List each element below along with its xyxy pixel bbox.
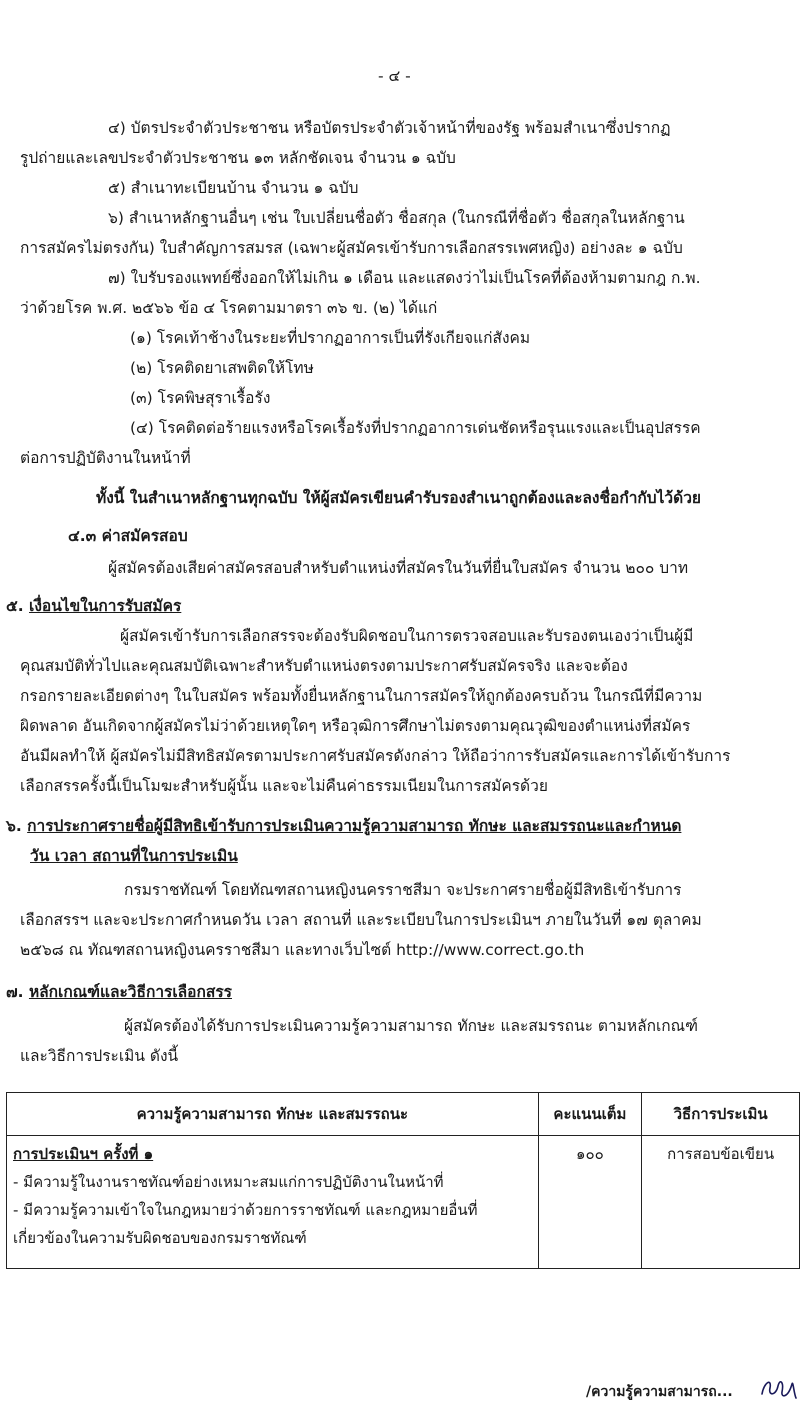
fee-heading: ๔.๓ ค่าสมัครสอบ [68, 527, 188, 545]
section7-line: ผู้สมัครต้องได้รับการประเมินความรู้ความสามารถ ทักษะ และสมรรถนะ ตามหลักเกณฑ์ [124, 1017, 698, 1035]
section5-heading [6, 596, 181, 616]
section5-line: ผิดพลาด อันเกิดจากผู้สมัครไม่ว่าด้วยเหตุใดๆ หรือวุฒิการศึกษาไม่ตรงตามคุณวุฒิของตำแหน่งที่สมัคร [20, 717, 691, 735]
section5-line: เลือกสรรครั้งนี้เป็นโมฆะสำหรับผู้นั้น และจะไม่คืนค่าธรรมเนียมในการสมัครด้วย [20, 777, 548, 795]
col-header-method: วิธีการประเมิน [642, 1093, 800, 1136]
item-4-line2: รูปถ่ายและเลขประจำตัวประชาชน ๑๓ หลักชัดเจน จำนวน ๑ ฉบับ [20, 149, 456, 167]
disease-3: (๓) โรคพิษสุราเรื้อรัง [130, 389, 271, 407]
col-header-competency: ความรู้ความสามารถ ทักษะ และสมรรถนะ [7, 1093, 539, 1136]
item-4-line1: ๔) บัตรประจำตัวประชาชน หรือบัตรประจำตัวเจ้าหน้าที่ของรัฐ พร้อมสำเนาซึ่งปรากฏ [108, 119, 671, 137]
criteria-table-header [7, 1093, 800, 1136]
criteria-table [6, 1092, 800, 1269]
section6-line: ๒๕๖๘ ณ ทัณฑสถานหญิงนครราชสีมา และทางเว็บไซต์ http://www.correct.go.th [20, 941, 585, 959]
section7-number: ๗. [6, 983, 24, 1001]
item-7-line2: ว่าด้วยโรค พ.ศ. ๒๕๖๖ ข้อ ๔ โรคตามมาตรา ๓๖ ข. (๒) ได้แก่ [20, 299, 438, 317]
continued-marker: /ความรู้ความสามารถ... [586, 1384, 733, 1400]
disease-4-line1: (๔) โรคติดต่อร้ายแรงหรือโรคเรื้อรังที่ปรากฏอาการเด่นชัดหรือรุนแรงและเป็นอุปสรรค [130, 419, 701, 437]
section6-line: เลือกสรรฯ และจะประกาศกำหนดวัน เวลา สถานที่ และระเบียบในการประเมินฯ ภายในวันที่ ๑๗ ตุลาคม [20, 911, 702, 929]
competency-bullet: - มีความรู้ความเข้าใจในกฎหมายว่าด้วยการราชทัณฑ์ และกฎหมายอื่นที่ [13, 1201, 478, 1219]
method-cell [642, 1136, 800, 1269]
page-number: - ๔ - [378, 67, 411, 85]
table-row [7, 1136, 800, 1269]
section7-title: หลักเกณฑ์และวิธีการเลือกสรร [28, 983, 232, 1001]
section5-line: ผู้สมัครเข้ารับการเลือกสรรจะต้องรับผิดชอบในการตรวจสอบและรับรองตนเองว่าเป็นผู้มี [120, 627, 694, 645]
section5-number: ๕. [6, 597, 24, 615]
section6-heading [6, 816, 681, 836]
competency-cell [7, 1136, 539, 1269]
full-score-cell [538, 1136, 642, 1269]
fee-text: ผู้สมัครต้องเสียค่าสมัครสอบสำหรับตำแหน่งที่สมัครในวันที่ยื่นใบสมัคร จำนวน ๒๐๐ บาท [108, 559, 689, 577]
section5-line: กรอกรายละเอียดต่างๆ ในใบสมัคร พร้อมทั้งยื่นหลักฐานในการสมัครให้ถูกต้องครบถ้วน ในกรณีที่มีความ [20, 687, 703, 705]
section6-number: ๖. [6, 817, 22, 835]
item-6-line2: การสมัครไม่ตรงกัน) ใบสำคัญการสมรส (เฉพาะผู้สมัครเข้ารับการเลือกสรรเพศหญิง) อย่างละ ๑ ฉบับ [20, 239, 683, 257]
section5-title: เงื่อนไขในการรับสมัคร [29, 597, 182, 615]
section5-line: คุณสมบัติทั่วไปและคุณสมบัติเฉพาะสำหรับตำแหน่งตรงตามประกาศรับสมัครจริง และจะต้อง [20, 657, 628, 675]
disease-1: (๑) โรคเท้าช้างในระยะที่ปรากฏอาการเป็นที่รังเกียจแก่สังคม [130, 329, 531, 347]
section7-heading [6, 982, 232, 1002]
section6-title-line1: การประกาศรายชื่อผู้มีสิทธิเข้ารับการประเมินความรู้ความสามารถ ทักษะ และสมรรถนะและกำหนด [27, 817, 682, 835]
section7-line: และวิธีการประเมิน ดังนี้ [20, 1047, 179, 1065]
assessment-method: การสอบข้อเขียน [667, 1145, 775, 1163]
full-score: ๑๐๐ [576, 1145, 604, 1163]
disease-2: (๒) โรคติดยาเสพติดให้โทษ [130, 359, 314, 377]
item-7-line1: ๗) ใบรับรองแพทย์ซึ่งออกให้ไม่เกิน ๑ เดือน และแสดงว่าไม่เป็นโรคที่ต้องห้ามตามกฎ ก.พ. [108, 269, 701, 287]
competency-bullet: เกี่ยวข้องในความรับผิดชอบของกรมราชทัณฑ์ [13, 1229, 307, 1247]
disease-4-line2: ต่อการปฏิบัติงานในหน้าที่ [20, 449, 191, 467]
item-5: ๕) สำเนาทะเบียนบ้าน จำนวน ๑ ฉบับ [108, 179, 359, 197]
col-header-full-score: คะแนนเต็ม [538, 1093, 642, 1136]
assessment-round-title: การประเมินฯ ครั้งที่ ๑ [13, 1145, 154, 1163]
section5-line: อันมีผลทำให้ ผู้สมัครไม่มีสิทธิสมัครตามประกาศรับสมัครดังกล่าว ให้ถือว่าการรับสมัครและการได้เข้ารับการ [20, 747, 731, 765]
initials-signature [758, 1372, 798, 1404]
section6-title-line2: วัน เวลา สถานที่ในการประเมิน [30, 847, 238, 865]
competency-bullet: - มีความรู้ในงานราชทัณฑ์อย่างเหมาะสมแก่การปฏิบัติงานในหน้าที่ [13, 1173, 444, 1191]
certify-note: ทั้งนี้ ในสำเนาหลักฐานทุกฉบับ ให้ผู้สมัครเขียนคำรับรองสำเนาถูกต้องและลงชื่อกำกับไว้ด้วย [96, 489, 701, 507]
item-6-line1: ๖) สำเนาหลักฐานอื่นๆ เช่น ใบเปลี่ยนชื่อตัว ชื่อสกุล (ในกรณีที่ชื่อตัว ชื่อสกุลในหลักฐาน [108, 209, 685, 227]
section6-line: กรมราชทัณฑ์ โดยทัณฑสถานหญิงนครราชสีมา จะประกาศรายชื่อผู้มีสิทธิเข้ารับการ [124, 881, 682, 899]
